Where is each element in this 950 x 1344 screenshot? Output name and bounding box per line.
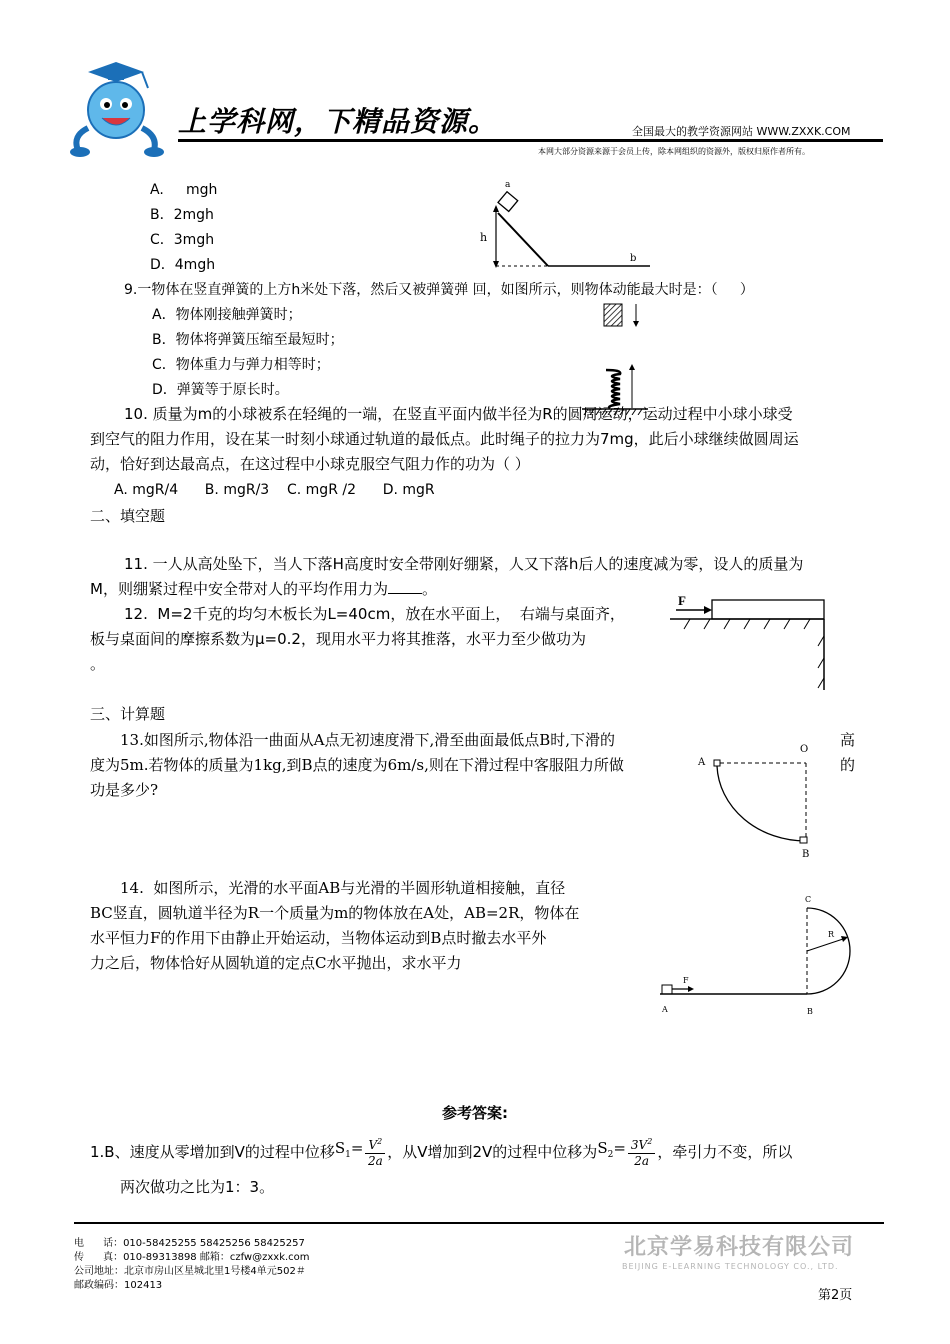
q9-option-c: C．物体重力与弹力相等时；: [152, 357, 330, 373]
q8-label-h: h: [480, 231, 488, 244]
mascot-logo: [58, 58, 178, 158]
q10-line-1: 10. 质量为m的小球被系在轻绳的一端，在竖直平面内做半径为R的圆周运动，运动过程中小球小球受: [124, 405, 793, 423]
footer-fax-email: 传 真：010-89313898 邮箱：czfw@zxxk.com: [74, 1252, 310, 1263]
q8-option-b: B．2mgh: [150, 207, 214, 223]
answer-1-s1: $S_1=$: [334, 1139, 364, 1160]
q14-line-2: BC竖直，圆轨道半径为R一个质量为m的物体放在A处，AB=2R，物体在: [90, 904, 580, 922]
q14-track-figure: [650, 890, 860, 1020]
q13-line-1-end: 高: [840, 731, 856, 749]
q13-line-3: 功是多少?: [90, 781, 159, 799]
q13-label-a: A: [698, 757, 706, 768]
q14-line-1: 14. 如图所示，光滑的水平面AB与光滑的半圆形轨道相接触，直径: [120, 879, 566, 897]
q13-line-2-end: 的: [840, 756, 856, 774]
footer-company-cn: 北京学易科技有限公司: [624, 1235, 855, 1260]
q12-board-figure: [670, 588, 835, 693]
q14-radius: [807, 938, 846, 951]
q8-incline: [498, 213, 548, 266]
answers-title: 参考答案:: [442, 1104, 508, 1122]
q13-line-2: 度为5m.若物体的质量为1kg,到B点的速度为6m/s,则在下滑过程中客服阻力所做: [90, 756, 624, 774]
q13-label-b: B: [802, 849, 810, 860]
q10-line-2: 到空气的阻力作用，设在某一时刻小球通过轨道的最低点。此时绳子的拉力为7mg，此后小球继续做圆周运: [90, 430, 799, 448]
q11-line-2: [90, 579, 437, 599]
q13-curve: [717, 766, 806, 841]
section-calculation: 三、计算题: [90, 705, 166, 723]
q11-line-1: 11. 一人从高处坠下，当人下落H高度时安全带刚好绷紧，人又下落h后人的速度减为零，设人的质量为: [124, 555, 804, 573]
q14-line-4: 力之后，物体恰好从圆轨道的定点C水平抛出，求水平力: [90, 954, 462, 972]
q8-label-b: b: [630, 253, 637, 264]
footer-address: 公司地址：北京市房山区星城北里1号楼4单元502＃: [74, 1266, 306, 1277]
q8-option-a: A. mgh: [150, 182, 218, 198]
q12-line-1: 12. M=2千克的均匀木板长为L=40cm，放在水平面上， 右端与桌面齐，: [124, 605, 625, 623]
answer-1-line-1: [90, 1128, 792, 1175]
answer-1-fraction-1: $\frac{V^2}{2a}$: [365, 1134, 385, 1169]
q14-label-c: C: [805, 895, 812, 904]
q14-block: [662, 985, 672, 994]
footer-phone: 电 话：010-58425255 58425256 58425257: [74, 1238, 305, 1249]
q14-line-3: 水平恒力F的作用下由静止开始运动，当物体运动到B点时撤去水平外: [90, 929, 547, 947]
q13-curve-figure: [690, 738, 825, 863]
header-rule: [178, 139, 883, 142]
q9-stem: 9.一物体在竖直弹簧的上方h米处下落，然后又被弹簧弹 回，如图所示，则物体动能最大时是：（ ）: [124, 282, 754, 298]
q8-option-d: D．4mgh: [150, 257, 216, 273]
q10-options: A. mgR/4 B. mgR/3 C. mgR /2 D. mgR: [114, 482, 435, 498]
q11-line-2-end: 。: [421, 580, 437, 598]
q9-block: [604, 304, 622, 326]
disclaimer: 本网大部分资源来源于会员上传，除本网组织的资源外，版权归原作者所有。: [538, 147, 810, 156]
q11-line-2-text: M，则绷紧过程中安全带对人的平均作用力为: [90, 580, 388, 598]
q13-label-o: O: [800, 744, 809, 755]
answer-1-line-2: 两次做功之比为1：3。: [120, 1178, 275, 1196]
q14-label-a: A: [662, 1005, 668, 1014]
q11-answer-blank[interactable]: [388, 579, 422, 594]
header: [0, 0, 950, 170]
q13-block: [714, 760, 720, 766]
q8-block: [498, 192, 518, 212]
q14-label-f: F: [683, 976, 689, 985]
answer-1-middle: ，从V增加到2V的过程中位移为: [387, 1142, 598, 1161]
answer-1-fraction-2: $\frac{3V^2}{2a}$: [628, 1134, 655, 1169]
q13-line-1: 13.如图所示,物体沿一曲面从A点无初速度滑下,滑至曲面最低点B时,下滑的: [120, 731, 616, 749]
q9-option-a: A．物体刚接触弹簧时；: [152, 307, 302, 323]
answer-1-suffix: ，牵引力不变，所以: [657, 1142, 793, 1161]
page-number: 第2页: [818, 1288, 853, 1303]
slogan: 上学科网，下精品资源。: [178, 105, 498, 138]
site-tagline: 全国最大的教学资源网站 WWW.ZXXK.COM: [632, 125, 851, 138]
answer-1-prefix: 1.B、速度从零增加到V的过程中位移: [90, 1142, 335, 1161]
q9-spring: [606, 370, 620, 408]
q12-line-3: 。: [90, 655, 106, 673]
section-fill-in: 二、填空题: [90, 507, 166, 525]
q9-spring-figure: [580, 300, 650, 415]
answer-1-s2: $S_2=$: [597, 1139, 626, 1160]
q14-label-r: R: [828, 930, 835, 939]
q8-option-c: C．3mgh: [150, 232, 215, 248]
q12-label-f: F: [678, 593, 686, 608]
q14-semicircle: [807, 908, 850, 994]
q8-incline-figure: [470, 175, 660, 275]
q14-label-b: B: [807, 1007, 813, 1016]
q9-option-b: B．物体将弹簧压缩至最短时；: [152, 332, 344, 348]
q12-line-2: 板与桌面间的摩擦系数为μ=0.2，现用水平力将其推落，水平力至少做功为: [90, 630, 586, 648]
footer-company-en: BEIJING E-LEARNING TECHNOLOGY CO., LTD.: [622, 1262, 839, 1271]
q12-board: [712, 600, 824, 619]
q10-line-3: 动，恰好到达最高点，在这过程中小球克服空气阻力作的功为（ ）: [90, 455, 530, 473]
footer-rule: [74, 1222, 884, 1224]
q9-option-d: D．弹簧等于原长时。: [152, 382, 289, 398]
footer-postcode: 邮政编码：102413: [74, 1280, 163, 1291]
q8-label-a: a: [505, 180, 511, 190]
